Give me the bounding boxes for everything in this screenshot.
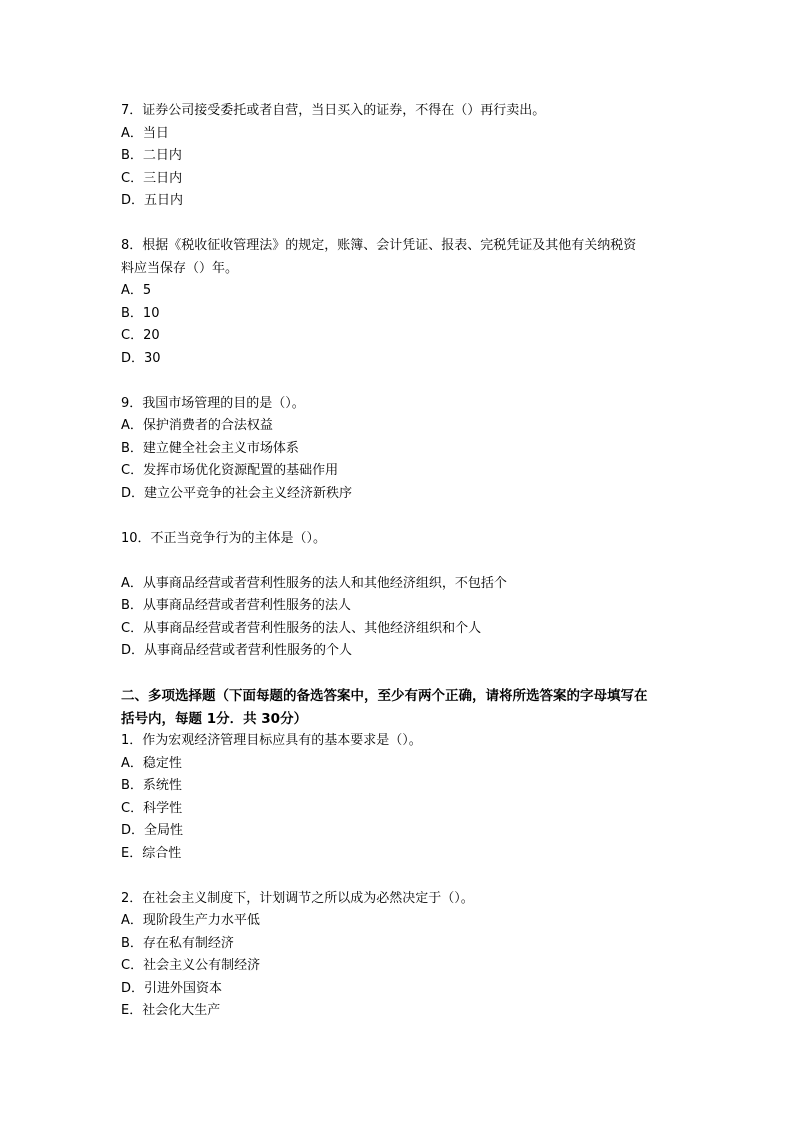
option-a: A．5 xyxy=(121,283,152,298)
option-e: E．综合性 xyxy=(121,845,182,861)
spacer xyxy=(121,370,701,393)
multi-question-1 xyxy=(121,730,701,865)
question-9 xyxy=(121,393,701,506)
option-d: D．建立公平竞争的社会主义经济新秩序 xyxy=(121,485,353,501)
option-a: A．现阶段生产力水平低 xyxy=(121,913,260,928)
question-10 xyxy=(121,528,701,663)
option-b: B．建立健全社会主义市场体系 xyxy=(121,440,299,456)
question-stem: 8．根据《税收征收管理法》的规定，账簿、会计凭证、报表、完税凭证及其他有关纳税资 xyxy=(121,238,637,253)
spacer xyxy=(121,550,701,573)
multi-question-2 xyxy=(121,888,701,1023)
option-b: B．二日内 xyxy=(121,148,182,163)
spacer xyxy=(121,865,701,888)
option-a: A．稳定性 xyxy=(121,755,182,771)
option-d: D．30 xyxy=(121,350,161,366)
section-heading-multiple-choice xyxy=(121,685,701,730)
section-heading-line: 括号内，每题 1分．共 30分） xyxy=(121,710,308,727)
question-stem: 1．作为宏观经济管理目标应具有的基本要求是（）。 xyxy=(121,733,422,748)
option-d: D．引进外国资本 xyxy=(121,980,223,996)
question-8 xyxy=(121,235,701,370)
option-c: C．从事商品经营或者营利性服务的法人、其他经济组织和个人 xyxy=(121,620,482,636)
option-c: C．发挥市场优化资源配置的基础作用 xyxy=(121,463,339,478)
spacer xyxy=(121,213,701,236)
option-b: B．10 xyxy=(121,305,160,321)
question-stem-continued: 料应当保存（）年。 xyxy=(121,260,239,276)
question-stem: 9．我国市场管理的目的是（）。 xyxy=(121,395,305,411)
option-d: D．五日内 xyxy=(121,193,184,208)
document-content xyxy=(121,100,701,1023)
option-a: A．保护消费者的合法权益 xyxy=(121,418,273,433)
spacer xyxy=(121,663,701,686)
section-heading-line: 二、多项选择题（下面每题的备选答案中，至少有两个正确，请将所选答案的字母填写在 xyxy=(121,688,648,704)
option-c: C．社会主义公有制经济 xyxy=(121,958,261,973)
option-c: C．科学性 xyxy=(121,800,183,816)
option-b: B．从事商品经营或者营利性服务的法人 xyxy=(121,598,351,613)
option-b: B．存在私有制经济 xyxy=(121,935,234,951)
option-d: D．从事商品经营或者营利性服务的个人 xyxy=(121,643,353,658)
question-stem: 7．证券公司接受委托或者自营，当日买入的证券，不得在（）再行卖出。 xyxy=(121,103,546,118)
option-b: B．系统性 xyxy=(121,778,182,793)
option-c: C．三日内 xyxy=(121,170,183,186)
option-a: A．从事商品经营或者营利性服务的法人和其他经济组织，不包括个 xyxy=(121,575,507,591)
question-stem: 10．不正当竞争行为的主体是（）。 xyxy=(121,530,327,546)
spacer xyxy=(121,505,701,528)
option-c: C．20 xyxy=(121,328,160,343)
question-stem: 2．在社会主义制度下，计划调节之所以成为必然决定于（）。 xyxy=(121,890,474,906)
option-e: E．社会化大生产 xyxy=(121,1003,221,1018)
option-a: A．当日 xyxy=(121,125,169,141)
question-7 xyxy=(121,100,701,213)
option-d: D．全局性 xyxy=(121,823,184,838)
